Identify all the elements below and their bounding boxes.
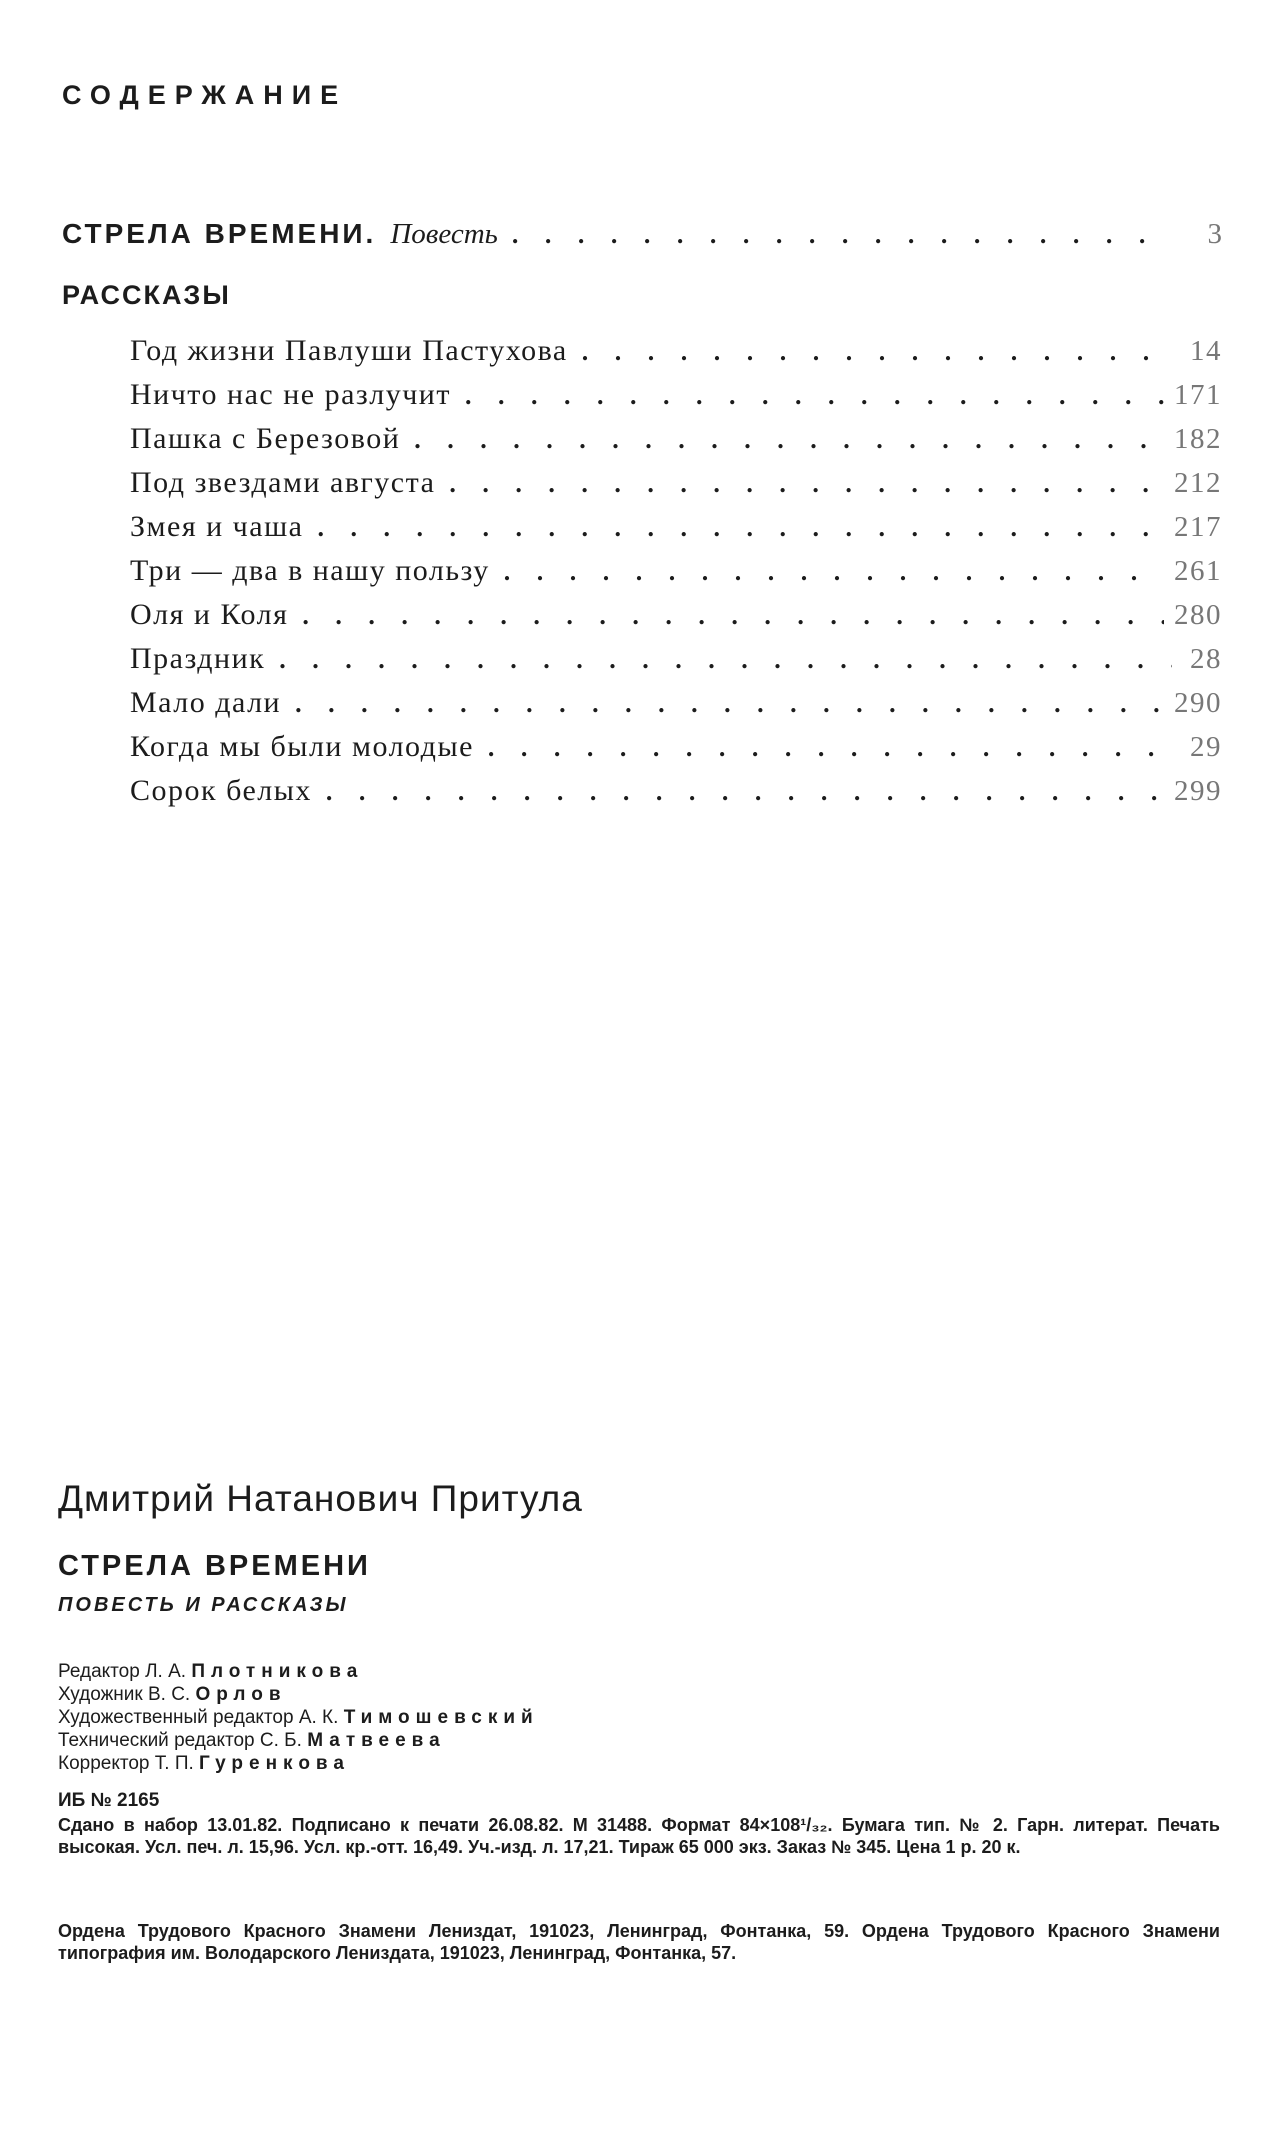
toc-entry-title: Пашка с Березовой [130, 422, 401, 455]
section-heading: РАССКАЗЫ [62, 280, 231, 310]
toc-entry [130, 466, 1222, 510]
stories-list [130, 334, 1222, 818]
toc-entry-title: Оля и Коля [130, 598, 289, 631]
toc-entry-title: Под звездами августа [130, 466, 436, 499]
toc-entry-main-work [62, 218, 1222, 251]
toc-entry-title: Мало дали [130, 686, 282, 719]
toc-entry [130, 554, 1222, 598]
toc-entry [130, 774, 1222, 818]
toc-entry-title: Когда мы были молодые [130, 730, 474, 763]
toc-entry [130, 686, 1222, 730]
toc-entry-title: СТРЕЛА ВРЕМЕНИ. [62, 218, 377, 249]
credit-name: Тимошевский [343, 1707, 539, 1728]
book-subtitle: ПОВЕСТЬ И РАССКАЗЫ [58, 1594, 349, 1616]
credit-role: Художественный редактор А. К. [58, 1707, 339, 1728]
credit-role: Технический редактор С. Б. [58, 1730, 302, 1751]
credit-name: Матвеева [307, 1730, 446, 1751]
credit-role: Редактор Л. А. [58, 1661, 187, 1682]
toc-entry-page: 217 [1174, 511, 1222, 543]
credit-line [58, 1752, 539, 1775]
dot-leader [318, 515, 1164, 541]
dot-leader [326, 779, 1164, 805]
toc-entry-page: 29 [1190, 731, 1222, 763]
dot-leader [449, 471, 1164, 497]
dot-leader [279, 647, 1172, 673]
dot-leader [582, 339, 1172, 365]
credit-name: Орлов [195, 1684, 287, 1705]
dot-leader [512, 222, 1172, 248]
dot-leader [302, 603, 1164, 629]
credit-role: Художник В. С. [58, 1684, 191, 1705]
book-title: СТРЕЛА ВРЕМЕНИ [58, 1550, 371, 1582]
credit-name: Плотникова [191, 1661, 364, 1682]
credit-name: Гуренкова [199, 1753, 350, 1774]
dot-leader [295, 691, 1164, 717]
toc-entry-page: 299 [1174, 775, 1222, 807]
toc-entry-title: Год жизни Павлуши Пастухова [130, 334, 568, 367]
toc-entry-page: 3 [1207, 218, 1222, 250]
toc-entry-page: 182 [1174, 423, 1222, 455]
toc-entry-subtitle: Повесть [390, 218, 498, 250]
toc-entry-page: 280 [1174, 599, 1222, 631]
toc-entry-page: 261 [1174, 555, 1222, 587]
toc-entry-page: 28 [1190, 643, 1222, 675]
toc-entry-title: Праздник [130, 642, 266, 675]
toc-entry [130, 510, 1222, 554]
dot-leader [488, 735, 1172, 761]
toc-entry [130, 378, 1222, 422]
toc-entry [130, 422, 1222, 466]
credits-list [58, 1660, 539, 1775]
toc-entry [130, 334, 1222, 378]
credit-line [58, 1729, 539, 1752]
credit-line [58, 1683, 539, 1706]
toc-entry-page: 290 [1174, 687, 1222, 719]
toc-entry [130, 642, 1222, 686]
toc-entry-title: Ничто нас не разлучит [130, 378, 451, 411]
print-specs: Сдано в набор 13.01.82. Подписано к печати 26.08.82. М 31488. Формат 84×108¹/₃₂. Бумага тип. № 2. Гарн. литерат. Печать высокая. Усл. печ. л. 15,96. Усл. кр.-отт. 16,49. Уч.-изд. л. 17,21. Тираж 65 000 экз. Заказ № 345. Цена 1 р. 20 к. [58, 1815, 1220, 1857]
credit-line [58, 1660, 539, 1683]
contents-heading: СОДЕРЖАНИЕ [62, 80, 348, 110]
toc-entry [130, 598, 1222, 642]
ib-number: ИБ № 2165 [58, 1790, 160, 1811]
dot-leader [465, 383, 1164, 409]
toc-entry [130, 730, 1222, 774]
toc-entry-page: 14 [1190, 335, 1222, 367]
credit-role: Корректор Т. П. [58, 1753, 194, 1774]
book-author: Дмитрий Натанович Притула [58, 1478, 583, 1519]
toc-entry-title: Три — два в нашу пользу [130, 554, 490, 587]
credit-line [58, 1706, 539, 1729]
dot-leader [414, 427, 1164, 453]
dot-leader [504, 559, 1164, 585]
toc-entry-page: 212 [1174, 467, 1222, 499]
toc-entry-title: Змея и чаша [130, 510, 304, 543]
toc-entry-page: 171 [1174, 379, 1222, 411]
printer-info: Ордена Трудового Красного Знамени Лениздат, 191023, Ленинград, Фонтанка, 59. Ордена Трудового Красного Знамени типография им. Володарского Лениздата, 191023, Ленинград, Фонтанка, 57. [58, 1921, 1220, 1963]
toc-entry-title: Сорок белых [130, 774, 312, 807]
